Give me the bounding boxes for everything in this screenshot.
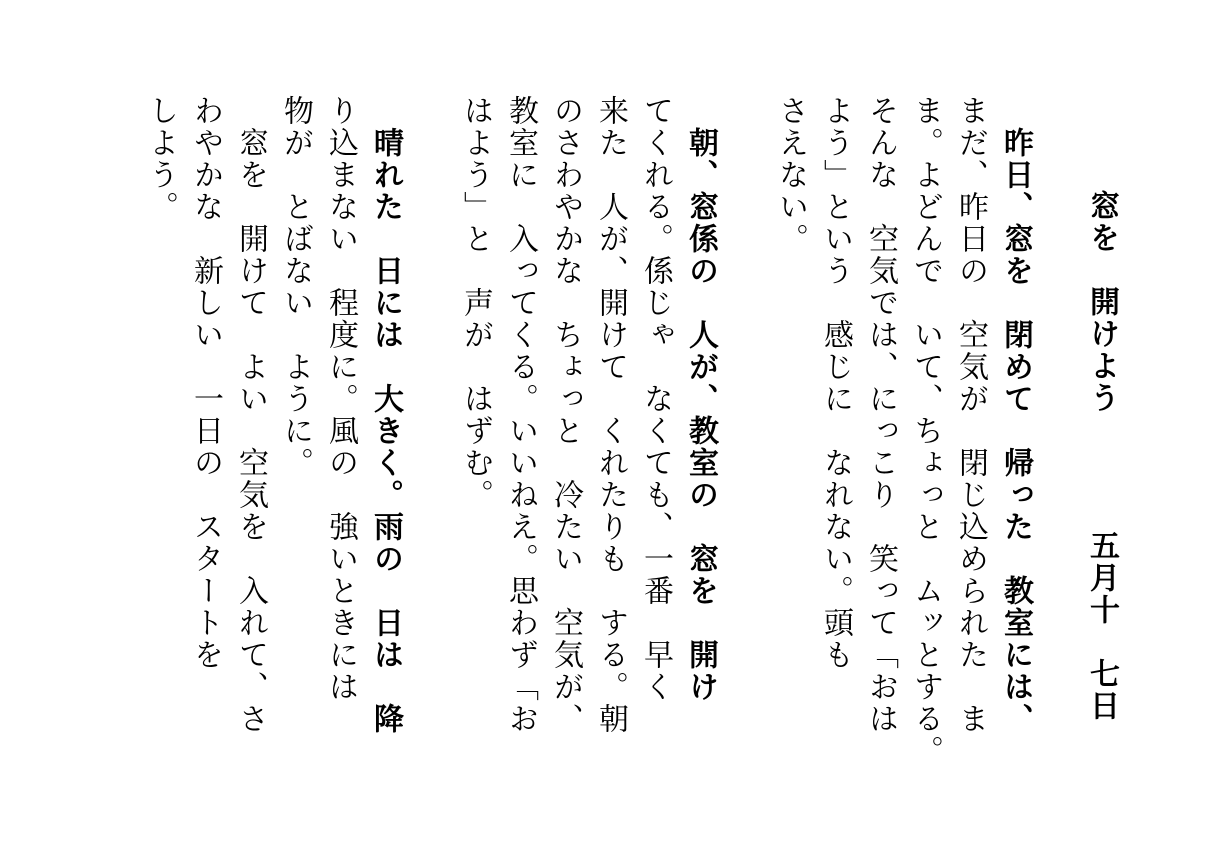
text-line-1: 昨日、窓を 閉めて 帰った 教室には、: [998, 95, 1033, 735]
document-date: 五月十 七日: [1084, 530, 1119, 722]
text-line-15: 物が とばない ように。: [278, 95, 313, 479]
text-line-18: しよう。: [143, 95, 178, 223]
text-line-6: さえない。: [773, 95, 808, 255]
text-line-11: 教室に 入ってくる。いいねえ。思わず「お: [503, 95, 538, 735]
text-line-16: 窓を 開けて よい 空気を 入れて、さ: [233, 95, 268, 735]
text-line-13: 晴れた 日には 大きく。雨の 日は 降: [368, 95, 403, 735]
text-line-3: ま。よどんで いて、ちょっと ムッとする。: [908, 95, 943, 767]
text-line-4: そんな 空気では、にっこり 笑って「おは: [863, 95, 898, 735]
text-line-9: 来た 人が、開けて くれたりも する。朝: [593, 95, 628, 735]
document-title: 窓を 開けよう: [1084, 190, 1119, 414]
text-line-7: 朝、窓係の 人が、教室の 窓を 開け: [683, 95, 718, 703]
text-line-14: り込まない 程度に。風の 強いときには: [323, 95, 358, 703]
text-line-5: よう」という 感じに なれない。頭も: [818, 95, 853, 671]
text-line-17: わやかな 新しい 一日の スタートを: [188, 95, 223, 671]
text-line-8: てくれる。係じゃ なくても、一番 早く: [638, 95, 673, 703]
text-line-10: のさわやかな ちょっと 冷たい 空気が、: [548, 95, 583, 735]
text-line-2: まだ、昨日の 空気が 閉じ込められた ま: [953, 95, 988, 735]
text-line-12: はよう」と 声が はずむ。: [458, 95, 493, 511]
